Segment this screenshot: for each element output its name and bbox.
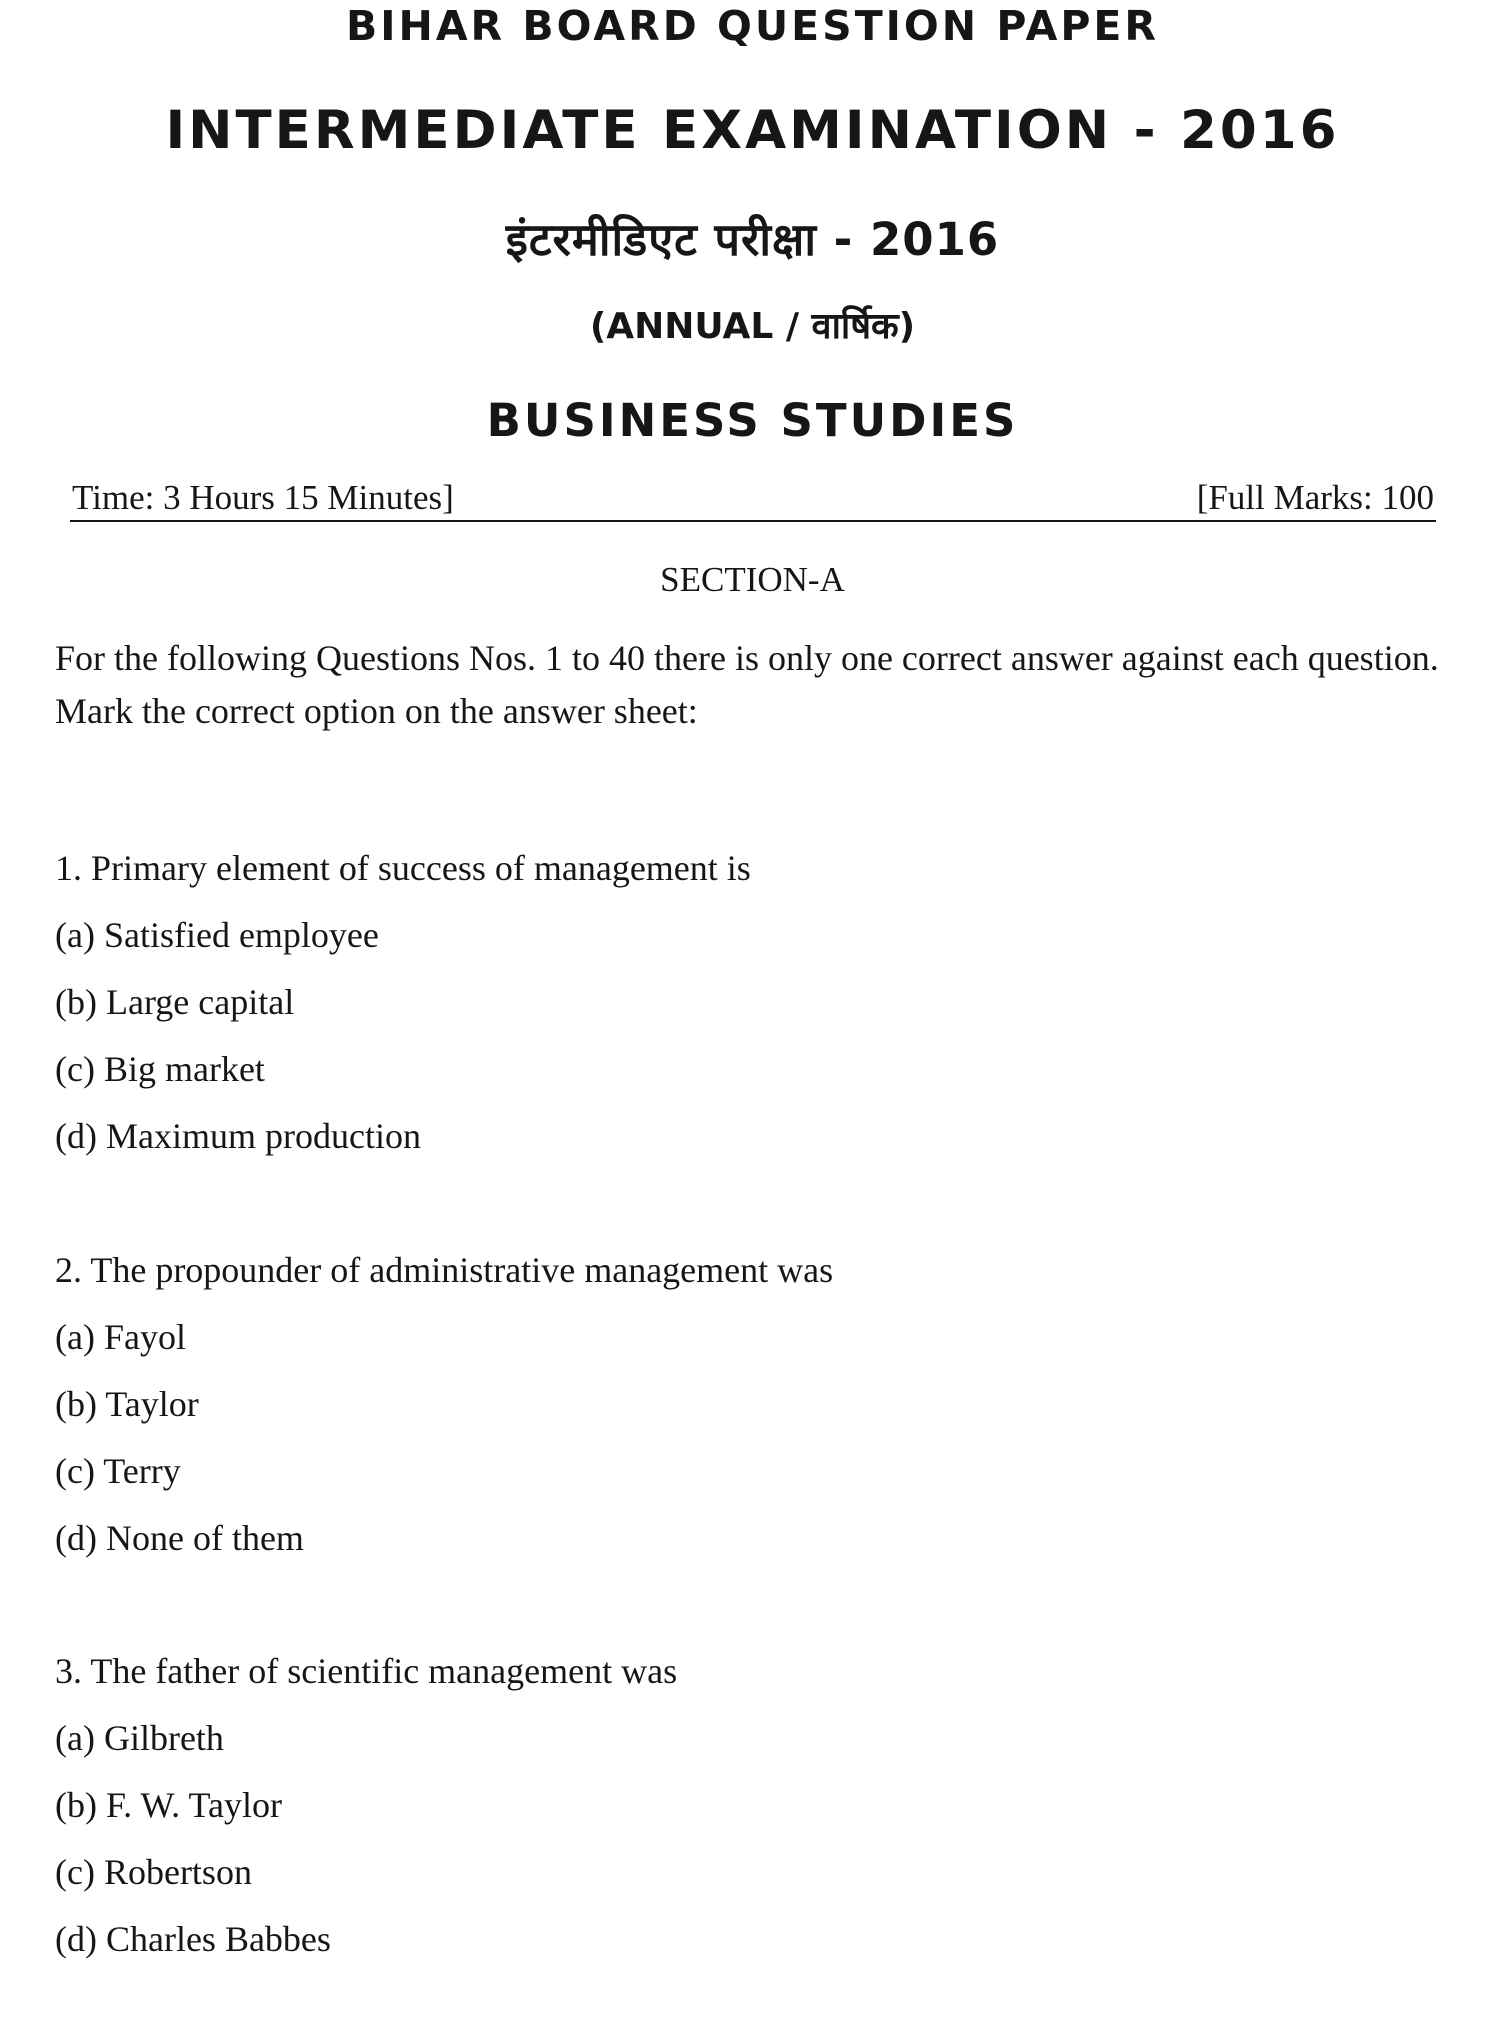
question-2 [55,1237,1455,1572]
option-b: (b) F. W. Taylor [55,1785,282,1825]
exam-title-hindi: इंटरमीडिएट परीक्षा - 2016 [505,213,1000,266]
option-d: (d) Maximum production [55,1116,421,1156]
option-a: (a) Satisfied employee [55,915,379,955]
option-b: (b) Taylor [55,1384,199,1424]
time-marks-row [70,476,1436,522]
annual-label: (ANNUAL / वार्षिक) [589,306,916,347]
question-text: 3. The father of scientific management was [55,1651,678,1691]
option-d: (d) None of them [55,1518,304,1558]
question-3 [55,1638,1455,1973]
question-text: 1. Primary element of success of management is [55,848,751,888]
section-title: SECTION-A [660,560,845,599]
subject-title: BUSINESS STUDIES [486,394,1019,447]
option-c: (c) Robertson [55,1852,252,1892]
time-label: Time: 3 Hours 15 Minutes] [72,478,454,517]
option-a: (a) Fayol [55,1317,186,1357]
option-c: (c) Big market [55,1049,265,1089]
option-d: (d) Charles Babbes [55,1919,331,1959]
option-a: (a) Gilbreth [55,1718,224,1758]
option-b: (b) Large capital [55,982,295,1022]
question-1 [55,835,1455,1170]
question-text: 2. The propounder of administrative management was [55,1250,834,1290]
instructions: For the following Questions Nos. 1 to 40 there is only one correct answer against each question. Mark the correct option on the answer sheet: [55,638,1439,731]
option-c: (c) Terry [55,1451,181,1491]
full-marks-label: [Full Marks: 100 [1196,478,1434,517]
board-title: BIHAR BOARD QUESTION PAPER [346,2,1159,50]
exam-title: INTERMEDIATE EXAMINATION - 2016 [165,100,1340,161]
